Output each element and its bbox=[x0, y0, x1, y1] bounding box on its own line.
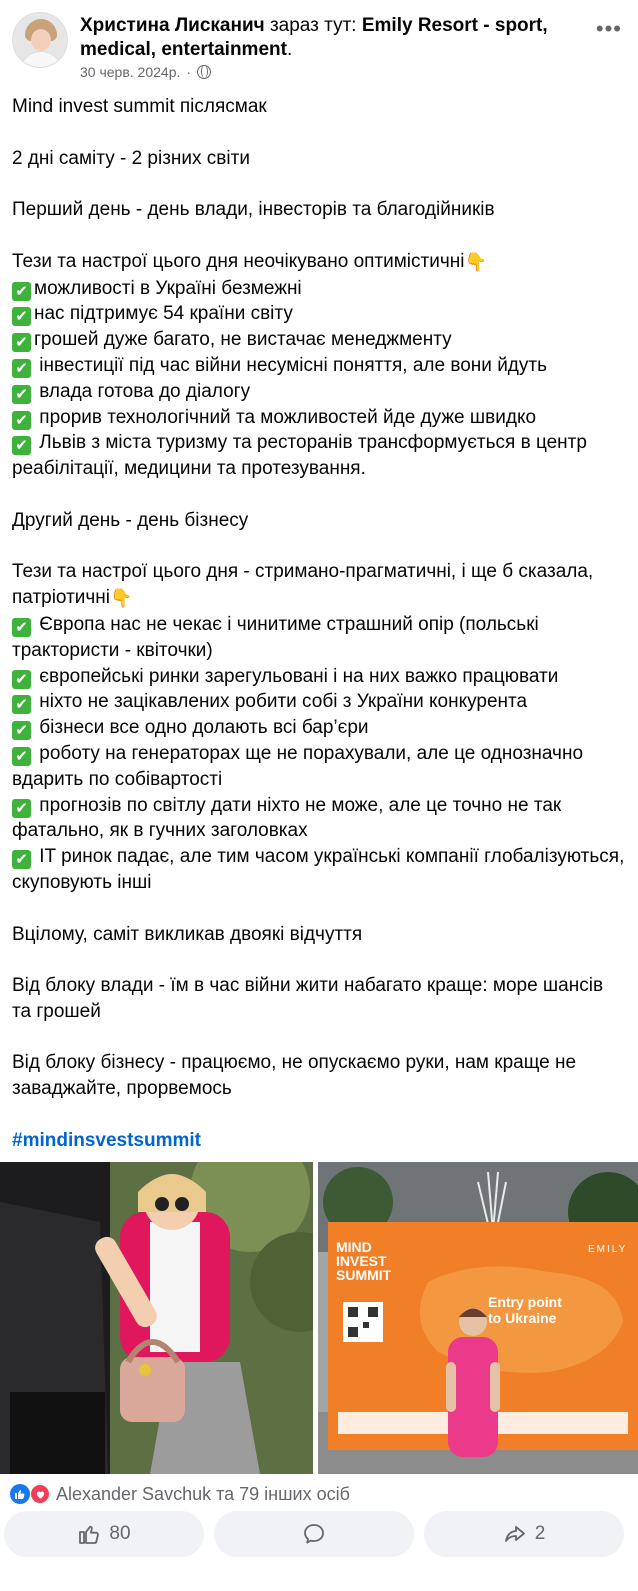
check-icon: ✔ bbox=[12, 307, 31, 326]
check-line: ✔ прогнозів по світлу дати ніхто не може, але це точно не так фатально, як в гучних заголовках bbox=[12, 794, 567, 842]
author-name[interactable]: Христина Лисканич bbox=[80, 15, 265, 36]
summit-logo: MIND INVEST SUMMIT bbox=[336, 1239, 392, 1283]
check-icon: ✔ bbox=[12, 670, 31, 689]
summit-tagline: Entry point to Ukraine bbox=[488, 1294, 562, 1326]
pointing-down-icon: 👇 bbox=[464, 251, 487, 272]
text-line: Вцілому, саміт викликав двоякі відчуття bbox=[12, 923, 363, 945]
check-icon: ✔ bbox=[12, 282, 31, 301]
check-line: ✔ ніхто не зацікавлених робити собі з України конкурента bbox=[12, 689, 626, 715]
like-button[interactable] bbox=[4, 1511, 204, 1557]
check-line: ✔ грошей дуже багато, не вистачає менеджменту bbox=[12, 327, 626, 353]
photo-summit-banner[interactable] bbox=[318, 1162, 638, 1474]
check-icon: ✔ bbox=[12, 618, 31, 637]
post-meta: 30 черв. 2024р. · bbox=[80, 64, 211, 80]
location-link[interactable]: Emily Resort - sport, medical, entertainment bbox=[80, 15, 548, 60]
post-header bbox=[0, 0, 638, 86]
like-count: 80 bbox=[109, 1523, 131, 1544]
check-icon: ✔ bbox=[12, 359, 31, 378]
text-line bbox=[12, 1128, 626, 1154]
check-line: ✔ інвестиції під час війни несумісні поняття, але вони йдуть bbox=[12, 353, 626, 379]
text-line: Перший день - день влади, інвесторів та благодійників bbox=[12, 199, 495, 221]
check-line: ✔ нас підтримує 54 країни світу bbox=[12, 301, 626, 327]
author-avatar[interactable] bbox=[12, 12, 68, 68]
reactions-text: Alexander Savchuk та 79 інших осіб bbox=[56, 1483, 350, 1504]
comment-button[interactable] bbox=[214, 1511, 414, 1557]
text-line: Mind invest summit післясмак bbox=[12, 96, 267, 117]
globe-icon bbox=[197, 65, 211, 79]
share-icon bbox=[503, 1522, 527, 1546]
check-line: ✔ бізнеси все одно долають всі бар’єри bbox=[12, 715, 626, 741]
check-icon: ✔ bbox=[12, 747, 31, 766]
text-line: Тези та настрої цього дня - стримано-прагматичні, і ще б сказала, патріотичні👇 bbox=[12, 559, 626, 612]
photo-grid bbox=[0, 1162, 638, 1474]
hashtag-link[interactable]: #mindinsvestsummit bbox=[12, 1129, 201, 1151]
check-icon: ✔ bbox=[12, 385, 31, 404]
text-line: Від блоку бізнесу - працюємо, не опускаємо руки, нам краще не заваджайте, прорвемось bbox=[12, 1052, 582, 1100]
more-options-button[interactable]: ••• bbox=[595, 16, 622, 41]
post-text bbox=[12, 94, 630, 1154]
check-icon: ✔ bbox=[12, 333, 31, 352]
check-line: ✔ європейські ринки зарегульовані і на них важко працювати bbox=[12, 664, 626, 690]
share-button[interactable] bbox=[424, 1511, 624, 1557]
text-line: Другий день - день бізнесу bbox=[12, 509, 249, 531]
author-line: Христина Лисканич зараз тут: Emily Resort - sport, medical, entertainment. bbox=[80, 15, 548, 60]
check-line: ✔ Європа нас не чекає і чинитиме страшний опір (польські трактористи - квіточки) bbox=[12, 613, 545, 661]
check-line: ✔ прорив технологічний та можливостей йде дуже швидко bbox=[12, 405, 626, 431]
text-line: Тези та настрої цього дня неочікувано оптимістичні👇 bbox=[12, 249, 626, 276]
emily-brand: EMILY bbox=[588, 1244, 628, 1255]
check-line: ✔ можливості в Україні безмежні bbox=[12, 276, 626, 302]
share-count: 2 bbox=[534, 1523, 546, 1544]
text-line: Від блоку влади - їм в час війни жити набагато краще: море шансів та грошей bbox=[12, 975, 609, 1022]
comment-icon bbox=[302, 1522, 326, 1546]
photo-woman-car-illustration bbox=[0, 1162, 313, 1474]
location-prefix: зараз тут: bbox=[264, 15, 362, 36]
love-icon bbox=[30, 1484, 50, 1504]
check-line: ✔ влада готова до діалогу bbox=[12, 379, 626, 405]
post-date[interactable]: 30 черв. 2024р. bbox=[80, 64, 181, 80]
check-line: ✔ роботу на генераторах ще не порахували, але це однозначно вдарить по собівартості bbox=[12, 742, 589, 790]
like-icon bbox=[10, 1484, 30, 1504]
check-icon: ✔ bbox=[12, 799, 31, 818]
check-icon: ✔ bbox=[12, 721, 31, 740]
check-line: ✔ Львів з міста туризму та ресторанів трансформується в центр реабілітації, медицини та протезування. bbox=[12, 432, 593, 480]
check-icon: ✔ bbox=[12, 411, 31, 430]
text-line: 2 дні саміту - 2 різних світи bbox=[12, 147, 250, 169]
photo-summit-illustration bbox=[318, 1162, 638, 1474]
thumbs-up-icon bbox=[77, 1522, 101, 1546]
check-line: ✔ IT ринок падає, але тим часом українські компанії глобалізуються, скуповують інші bbox=[12, 846, 630, 893]
reactions-summary[interactable] bbox=[10, 1482, 350, 1506]
check-icon: ✔ bbox=[12, 695, 31, 714]
check-icon: ✔ bbox=[12, 436, 31, 455]
photo-woman-car[interactable] bbox=[0, 1162, 313, 1474]
action-bar bbox=[0, 1511, 638, 1557]
pointing-down-icon: 👇 bbox=[110, 588, 133, 609]
check-icon: ✔ bbox=[12, 850, 31, 869]
